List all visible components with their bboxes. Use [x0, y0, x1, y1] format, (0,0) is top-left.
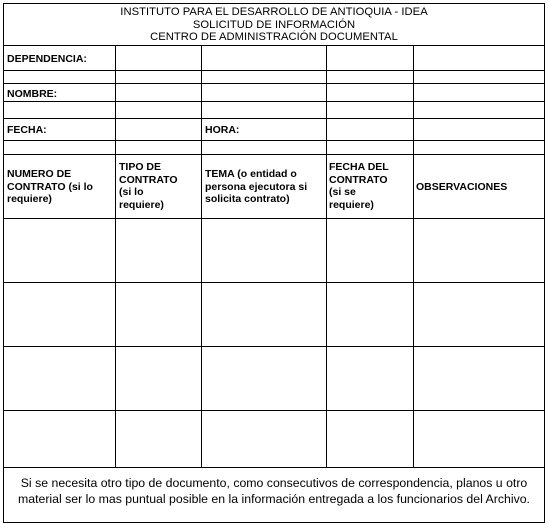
column-divider — [326, 46, 327, 467]
institution-title: INSTITUTO PARA EL DESARROLLO DE ANTIOQUIA - IDEA — [120, 6, 428, 18]
row-divider — [4, 118, 544, 119]
column-header-tema: TEMA (o entidad o persona ejecutora si solicita contrato) — [205, 168, 308, 206]
department-title: CENTRO DE ADMINISTRACIÓN DOCUMENTAL — [150, 31, 398, 43]
nombre-label: NOMBRE: — [7, 88, 58, 100]
row-divider — [4, 101, 544, 102]
column-header-tipo-contrato: TIPO DE CONTRATO (si lo requiere) — [119, 161, 178, 211]
fecha-label: FECHA: — [7, 124, 47, 136]
row-divider — [4, 346, 544, 347]
column-header-numero-contrato: NUMERO DE CONTRATO (si lo requiere) — [7, 168, 93, 206]
row-divider — [4, 140, 544, 141]
information-request-form — [3, 3, 545, 523]
row-divider — [4, 70, 544, 71]
column-divider — [201, 46, 202, 467]
column-divider — [115, 46, 116, 467]
row-divider — [4, 410, 544, 411]
hora-label: HORA: — [205, 124, 240, 136]
row-divider — [4, 83, 544, 84]
column-header-fecha-contrato: FECHA DEL CONTRATO (si se requiere) — [329, 161, 389, 211]
dependencia-label: DEPENDENCIA: — [7, 53, 87, 65]
footer-note: Si se necesita otro tipo de documento, como consecutivos de correspondencia, planos u otro material ser lo mas puntual posible en la información entregada a los funcionarios del Archivo. — [18, 476, 530, 506]
form-title: SOLICITUD DE INFORMACIÓN — [192, 18, 356, 31]
column-divider — [413, 46, 414, 467]
row-divider — [4, 282, 544, 283]
row-divider — [4, 154, 544, 155]
column-header-observaciones: OBSERVACIONES — [416, 181, 508, 193]
row-divider — [4, 218, 544, 219]
form-header — [4, 4, 544, 46]
